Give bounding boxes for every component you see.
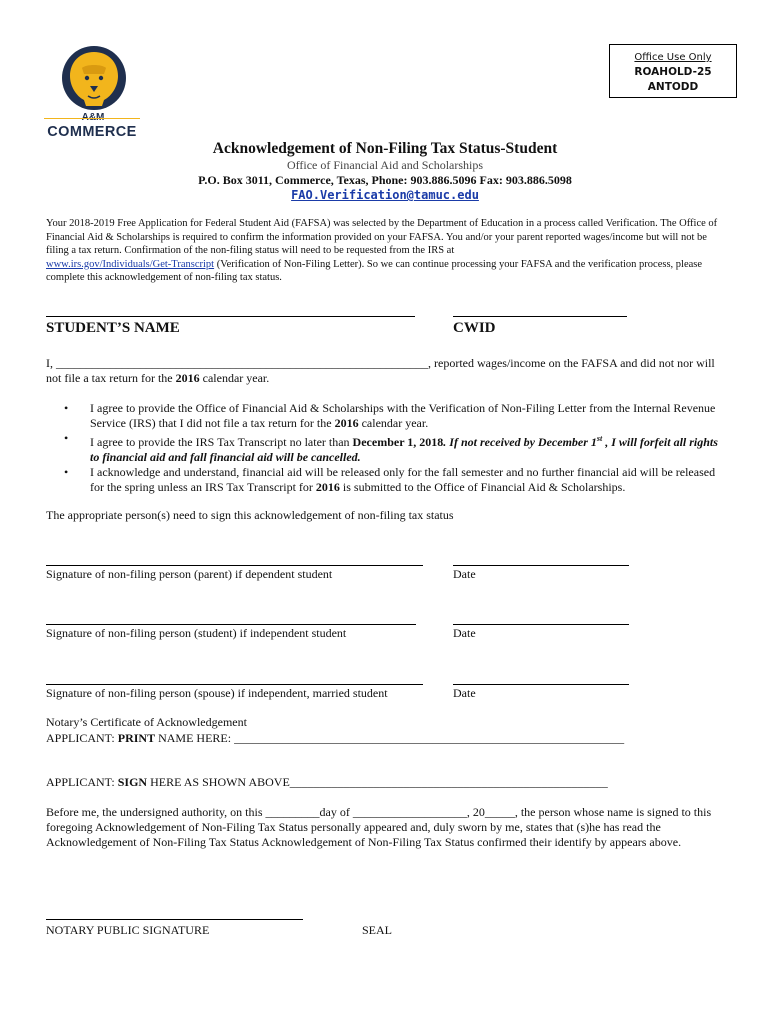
- intro-paragraph: [46, 217, 726, 285]
- cwid-label: CWID: [453, 320, 496, 336]
- list-item: [46, 401, 730, 431]
- notary-heading: Notary’s Certificate of Acknowledgement: [46, 715, 247, 729]
- print-suffix: NAME HERE: _________________________________________________________________: [155, 731, 625, 745]
- intro-text-1: Your 2018-2019 Free Application for Federal Student Aid (FAFSA) was selected by the Department of Education in a process called Verification. The Office of Financial Aid & Scholarships is required to confirm the information provided on your FAFSA. You and/or your parent reported wages/income but will not be filing a tax return. Confirmation of the non-filing status will need to be requested from the IRS at: [46, 218, 718, 256]
- office-use-label: Office Use Only: [634, 52, 712, 63]
- statement: [46, 356, 726, 386]
- bullet-icon: •: [64, 465, 69, 479]
- bullet-3-year: 2016: [315, 480, 340, 494]
- parent-date-label: Date: [453, 567, 476, 581]
- bullet-2-warning-a: . If not received by December 1: [443, 435, 597, 449]
- bullet-2-text: I agree to provide the IRS Tax Transcript no later than: [90, 435, 353, 449]
- list-item: [46, 465, 730, 495]
- parent-signature-label: Signature of non-filing person (parent) if dependent student: [46, 567, 333, 581]
- print-prefix: APPLICANT:: [46, 731, 118, 745]
- parent-signature-line[interactable]: [46, 565, 423, 566]
- notary-signature-line[interactable]: [46, 919, 303, 920]
- statement-year: 2016: [175, 371, 200, 385]
- irs-transcript-link[interactable]: www.irs.gov/Individuals/Get-Transcript: [46, 258, 215, 270]
- logo-divider: [44, 118, 140, 120]
- bullet-3-text: I acknowledge and understand, financial aid will be released only for the fall semester and no further financial aid will be released for the spring unless an IRS Tax Transcript for: [90, 465, 716, 494]
- statement-prefix: I, ______________________________________________________________, reported wages/income on the FAFSA and did not nor will not file a tax return for the: [46, 356, 715, 385]
- notary-signature-label: NOTARY PUBLIC SIGNATURE: [46, 923, 210, 937]
- email-link[interactable]: FAO.Verification@tamuc.edu: [291, 188, 479, 202]
- student-date-label: Date: [453, 626, 476, 640]
- bullet-icon: •: [64, 401, 69, 415]
- spouse-signature-line[interactable]: [46, 684, 423, 685]
- office-name: Office of Financial Aid and Scholarships: [286, 158, 484, 172]
- bullet-2-date: December 1, 2018: [352, 435, 444, 449]
- logo-commerce-text: COMMERCE: [47, 124, 137, 140]
- print-bold: PRINT: [117, 731, 156, 745]
- list-item: [46, 431, 730, 465]
- seal-label: SEAL: [362, 923, 392, 937]
- student-name-line[interactable]: [46, 316, 415, 317]
- spouse-signature-label: Signature of non-filing person (spouse) if independent, married student: [46, 686, 388, 700]
- bullet-1-year: 2016: [334, 416, 359, 430]
- sign-prefix: APPLICANT:: [46, 775, 118, 789]
- applicant-print-line[interactable]: [46, 731, 746, 746]
- student-signature-line[interactable]: [46, 624, 416, 625]
- office-code-2: ANTODD: [647, 81, 699, 93]
- student-name-label: STUDENT’S NAME: [46, 320, 180, 336]
- student-signature-label: Signature of non-filing person (student) if independent student: [46, 626, 347, 640]
- sign-suffix: HERE AS SHOWN ABOVE_____________________________________________________: [147, 775, 608, 789]
- agreement-list: [46, 401, 730, 495]
- bullet-icon: •: [64, 431, 69, 445]
- statement-suffix: calendar year.: [199, 371, 270, 385]
- bullet-3-end: is submitted to the Office of Financial Aid & Scholarships.: [339, 480, 626, 494]
- notary-statement: Before me, the undersigned authority, on this _________day of ___________________, 20_____, the person whose name is signed to this foregoing Acknowledgement of Non-Filing Tax Status personally appeared and, duly sworn by me, states that (s)he has read the Acknowledgement of Non-Filing Tax Status Acknowledgement of Non-Filing Tax Status confirmed their identify by appears above.: [46, 805, 712, 849]
- bullet-2-warning-b: , I will forfeit all rights to financial aid and fall financial aid will be cancelled.: [90, 435, 718, 464]
- student-date-line[interactable]: [453, 624, 629, 625]
- office-code-1: ROAHOLD-25: [634, 66, 712, 78]
- sign-intro: The appropriate person(s) need to sign this acknowledgement of non-filing tax status: [46, 508, 454, 522]
- applicant-sign-line[interactable]: [46, 775, 746, 790]
- intro-text-2: (Verification of Non-Filing Letter). So we can continue processing your FAFSA and the verification process, please complete this acknowledgement of non-filing tax status.: [46, 258, 703, 283]
- bullet-2-sup: st: [596, 434, 603, 443]
- bullet-1-text: I agree to provide the Office of Financial Aid & Scholarships with the Verification of Non-Filing Letter from the Internal Revenue Service (IRS) that I did not file a tax return for the: [90, 401, 716, 430]
- cwid-line[interactable]: [453, 316, 627, 317]
- logo-am-text: A&M: [81, 112, 105, 123]
- office-use-box: [609, 44, 737, 98]
- office-address: P.O. Box 3011, Commerce, Texas, Phone: 903.886.5096 Fax: 903.886.5098: [198, 173, 572, 187]
- spouse-date-line[interactable]: [453, 684, 629, 685]
- spouse-date-label: Date: [453, 686, 476, 700]
- bullet-1-end: calendar year.: [358, 416, 429, 430]
- parent-date-line[interactable]: [453, 565, 629, 566]
- page-title: Acknowledgement of Non-Filing Tax Status-Student: [212, 140, 558, 157]
- sign-bold: SIGN: [117, 775, 148, 789]
